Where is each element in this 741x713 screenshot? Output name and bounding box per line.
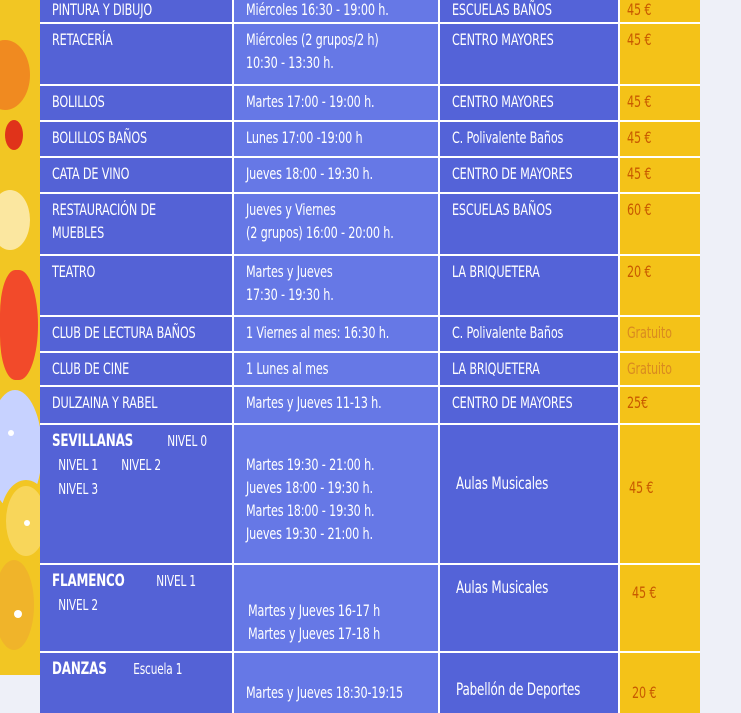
place-name: C. Polivalente Baños <box>452 323 564 342</box>
place-cell <box>440 256 620 315</box>
schedule-line: Miércoles (2 grupos/2 h) <box>246 30 379 49</box>
place-cell <box>440 653 620 713</box>
place-cell <box>440 86 620 120</box>
activity-name: CLUB DE LECTURA BAÑOS <box>52 323 196 342</box>
price-cell <box>620 653 700 713</box>
place-cell <box>440 158 620 192</box>
place-cell <box>440 0 620 22</box>
place-name: CENTRO MAYORES <box>452 30 554 49</box>
price-cell <box>620 353 700 385</box>
activity-name: DANZAS <box>52 659 107 679</box>
activity-name: PINTURA Y DIBUJO <box>52 0 153 19</box>
schedule-line: Jueves y Viernes <box>246 200 336 219</box>
place-name: CENTRO MAYORES <box>452 92 554 111</box>
activity-cell <box>40 256 234 315</box>
activity-name: FLAMENCO <box>52 571 125 591</box>
table-row <box>40 387 700 425</box>
price-cell <box>620 158 700 192</box>
schedule-line: (2 grupos) 16:00 - 20:00 h. <box>246 223 394 242</box>
schedule-line: 10:30 - 13:30 h. <box>246 53 334 72</box>
activity-cell <box>40 86 234 120</box>
schedule-line: Jueves 18:00 - 19:30 h. <box>246 478 373 497</box>
place-cell <box>440 565 620 651</box>
price-cell <box>620 194 700 254</box>
activity-name: RETACERÍA <box>52 30 113 49</box>
level-label: NIVEL 2 <box>121 456 162 474</box>
price-value: 60 € <box>627 200 652 219</box>
schedule-line: Jueves 19:30 - 21:00 h. <box>246 524 373 543</box>
place-cell <box>440 194 620 254</box>
activity-name: BOLILLOS <box>52 92 105 111</box>
place-name: CENTRO DE MAYORES <box>452 164 573 183</box>
table-row <box>40 653 700 713</box>
table-row <box>40 317 700 353</box>
activity-name: MUEBLES <box>52 223 105 242</box>
place-cell <box>440 353 620 385</box>
white-dot <box>14 610 22 618</box>
activity-cell <box>40 194 234 254</box>
activity-name: SEVILLANAS <box>52 431 134 451</box>
schedule-line: Martes 18:00 - 19:30 h. <box>246 501 375 520</box>
price-value: Gratuito <box>627 359 672 378</box>
schedule-cell <box>234 353 440 385</box>
price-cell <box>620 425 700 563</box>
price-value: 45 € <box>627 92 652 111</box>
activity-cell <box>40 387 234 423</box>
price-cell <box>620 387 700 423</box>
schedule-line: Martes y Jueves 16-17 h <box>248 601 381 620</box>
place-cell <box>440 122 620 156</box>
table-row <box>40 565 700 653</box>
schedule-cell <box>234 256 440 315</box>
schedule-line: Miércoles 16:30 - 19:00 h. <box>246 0 389 19</box>
schedule-line: 1 Lunes al mes <box>246 359 329 378</box>
schedule-cell <box>234 122 440 156</box>
schedule-line: Martes y Jueves <box>246 262 333 281</box>
place-name: ESCUELAS BAÑOS <box>452 0 552 19</box>
schedule-line: Martes 19:30 - 21:00 h. <box>246 455 375 474</box>
schedule-line: Jueves 18:00 - 19:30 h. <box>246 164 373 183</box>
level-label: NIVEL 1 <box>155 572 196 590</box>
schedule-line: Lunes 17:00 -19:00 h <box>246 128 363 147</box>
table-row <box>40 256 700 317</box>
activity-cell <box>40 425 234 563</box>
schedule-cell <box>234 425 440 563</box>
activity-cell <box>40 353 234 385</box>
price-value: 25€ <box>627 393 648 412</box>
place-cell <box>440 24 620 84</box>
table-row <box>40 122 700 158</box>
activity-name: RESTAURACIÓN DE <box>52 200 156 219</box>
activity-name: BOLILLOS BAÑOS <box>52 128 148 147</box>
place-cell <box>440 387 620 423</box>
activities-table <box>40 0 700 713</box>
price-value: 45 € <box>627 164 652 183</box>
price-cell <box>620 0 700 22</box>
activity-cell <box>40 317 234 351</box>
red-leaf-shape <box>0 270 38 380</box>
decorative-side-illustration <box>0 0 42 675</box>
place-name: ESCUELAS BAÑOS <box>452 200 552 219</box>
place-name: LA BRIQUETERA <box>452 262 540 281</box>
schedule-cell <box>234 653 440 713</box>
level-label: Escuela 1 <box>132 660 183 678</box>
yellow-ring-shape <box>0 480 42 562</box>
activity-name: CLUB DE CINE <box>52 359 130 378</box>
level-label: NIVEL 2 <box>58 596 98 614</box>
activity-cell <box>40 0 234 22</box>
orange-shape <box>0 40 30 110</box>
price-value: 20 € <box>627 262 652 281</box>
activity-cell <box>40 565 234 651</box>
price-cell <box>620 86 700 120</box>
schedule-cell <box>234 0 440 22</box>
schedule-cell <box>234 387 440 423</box>
activity-cell <box>40 24 234 84</box>
table-row <box>40 194 700 256</box>
table-row <box>40 353 700 387</box>
schedule-line: Martes y Jueves 17-18 h <box>248 624 381 643</box>
schedule-cell <box>234 158 440 192</box>
price-value: 20 € <box>632 683 657 702</box>
level-label: NIVEL 3 <box>58 480 98 498</box>
schedule-line: Martes y Jueves 11-13 h. <box>246 393 382 412</box>
white-dot <box>8 430 14 436</box>
place-name: Aulas Musicales <box>456 578 549 598</box>
price-cell <box>620 256 700 315</box>
price-cell <box>620 24 700 84</box>
place-name: Pabellón de Deportes <box>456 680 581 700</box>
schedule-line: 1 Viernes al mes: 16:30 h. <box>246 323 390 342</box>
price-value: 45 € <box>627 0 652 19</box>
schedule-cell <box>234 24 440 84</box>
activity-cell <box>40 653 234 713</box>
schedule-line: 17:30 - 19:30 h. <box>246 285 334 304</box>
activity-name: TEATRO <box>52 262 96 281</box>
price-cell <box>620 565 700 651</box>
table-row <box>40 0 700 24</box>
table-row <box>40 158 700 194</box>
table-row <box>40 86 700 122</box>
level-label: NIVEL 0 <box>166 432 207 450</box>
activity-name: DULZAINA Y RABEL <box>52 393 158 412</box>
price-value: 45 € <box>627 30 652 49</box>
activity-cell <box>40 158 234 192</box>
price-value: Gratuito <box>627 323 672 342</box>
page-margin <box>700 0 741 675</box>
schedule-cell <box>234 565 440 651</box>
table-row <box>40 24 700 86</box>
place-cell <box>440 425 620 563</box>
price-cell <box>620 317 700 351</box>
activity-cell <box>40 122 234 156</box>
activity-name: CATA DE VINO <box>52 164 130 183</box>
red-shape <box>5 120 23 150</box>
white-dot <box>24 520 30 526</box>
schedule-line: Martes 17:00 - 19:00 h. <box>246 92 375 111</box>
place-name: LA BRIQUETERA <box>452 359 540 378</box>
place-cell <box>440 317 620 351</box>
cream-shape <box>0 190 30 250</box>
place-name: C. Polivalente Baños <box>452 128 564 147</box>
price-value: 45 € <box>629 478 654 497</box>
schedule-cell <box>234 317 440 351</box>
gold-shape <box>0 560 34 650</box>
schedule-cell <box>234 194 440 254</box>
place-name: CENTRO DE MAYORES <box>452 393 573 412</box>
place-name: Aulas Musicales <box>456 474 549 494</box>
price-cell <box>620 122 700 156</box>
table-row <box>40 425 700 565</box>
schedule-line: Martes y Jueves 18:30-19:15 <box>246 683 403 702</box>
price-value: 45 € <box>627 128 652 147</box>
price-value: 45 € <box>632 583 657 602</box>
level-label: NIVEL 1 <box>58 456 98 474</box>
schedule-cell <box>234 86 440 120</box>
